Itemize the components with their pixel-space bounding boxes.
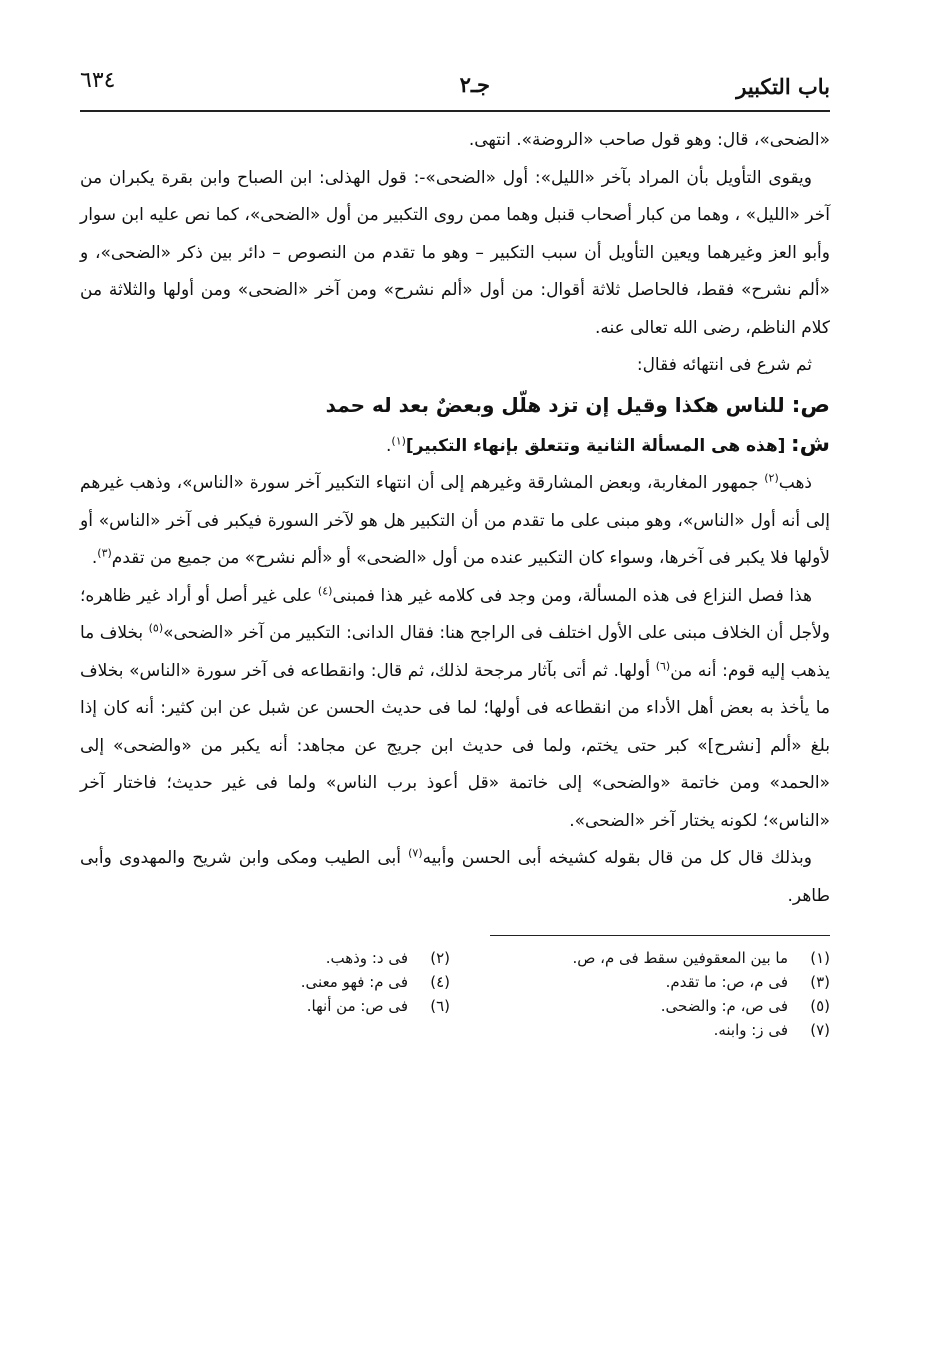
header-rule: [80, 110, 830, 112]
text-run: ذهب: [778, 473, 812, 493]
footnote: [470, 946, 830, 970]
verse-marker: ص:: [791, 392, 830, 418]
paragraph: [80, 840, 830, 915]
footnote-ref: (٥): [148, 621, 164, 635]
footnote-ref: (٦): [655, 658, 671, 672]
page-number: ٦٣٤: [80, 68, 116, 93]
footnote-ref: (٢): [764, 471, 779, 485]
paragraph: «الضحى»، قال: وهو قول صاحب «الروضة». انتهى.: [468, 130, 830, 150]
footnote-number: (٤): [430, 973, 450, 991]
footnote: [90, 994, 450, 1018]
page-header: [80, 62, 830, 110]
commentary-topic: [هذه هى المسألة الثانية وتتعلق بإنهاء التكبير]: [405, 435, 786, 456]
footnote-rule: [490, 935, 830, 936]
footnote-text: فى ص: من أنها.: [306, 997, 408, 1015]
paragraph: ثم شرع فى انتهائه فقال:: [636, 355, 812, 375]
footnote-ref: (٤): [317, 583, 333, 597]
footnote-text: فى ص، م: والضحى.: [660, 997, 788, 1015]
footnote-column-right: [470, 946, 830, 1042]
running-title: باب التكبير: [736, 74, 830, 99]
footnote-text: فى م، ص: ما تقدم.: [665, 973, 788, 991]
footnote-text: ما بين المعقوفين سقط فى م، ص.: [572, 949, 788, 967]
text-run: بخلاف ما يذهب إليه قوم: أنه من: [80, 623, 830, 681]
commentary-marker: ش:: [790, 431, 830, 457]
verse-text: للناس هكذا وقيل إن تزد هلّل وبعضٌ بعد له حمد: [325, 392, 785, 417]
footnote-ref: (١): [391, 433, 406, 447]
footnote-number: (٥): [810, 997, 830, 1015]
footnote-number: (٢): [430, 949, 450, 967]
footnote-text: فى م: فهو معنى.: [300, 973, 408, 991]
text-run: أولها. ثم أتى بآثار مرجحة لذلك، ثم قال: وانقطاعه فى آخر سورة «الناس» بخلاف ما يأخذ به بعض أهل الأداء من انقطاعه فى أولها؛ لما فى حديث الحسن عن شبل عن ابن كثير: أنه كان إذا بلغ «ألم [نشرح]» كبر حتى يختم، ولما فى حديث ابن جريج عن مجاهد: أنه يكبر من «والضحى» إلى «الحمد» ومن خاتمة «والضحى» إلى خاتمة «قل أعوذ برب الناس» ولما فى غير حديث؛ فاختار آخر «الناس»؛ لكونه يختار آخر «الضحى».: [80, 660, 830, 831]
paragraph: ويقوى التأويل بأن المراد بآخر «الليل»: أول «الضحى»-: قول الهذلى: ابن الصباح وابن بقرة يكبران من آخر «الليل» ، وهما من كبار أصحاب قنبل وهما ممن روى التكبير من أول «الضحى»، كما نص عليه ابن سوار وأبو العز وغيرهما ويعين التأويل أن سبب التكبير – وهو ما تقدم من النصوص – دائر بين ذكر «الضحى»، و «ألم نشرح» فقط، فالحاصل ثلاثة أقوال: من أول «ألم نشرح» ومن آخر «الضحى» ومن أولها والثلاثة من كلام الناظم، رضى الله تعالى عنه.: [80, 167, 830, 338]
paragraph: [80, 578, 830, 841]
paragraph: ذهب$^{(٢)}$ جمهور المغاربة، وبعض المشارقة وغيرهم إلى أن انتهاء التكبير آخر سورة «الناس»، وذهب غيرهم إلى أنه أول «الناس»، وهو مبنى على ما تقدم من أن التكبير هل هو لآخر السورة فيكبر فى آخر «الناس» أو لأولها فلا يكبر فى آخرها، وسواء كان التكبير عنده من أول «الضحى» أو «ألم نشرح» من جميع من تقدم$^{(٣)}$.: [80, 471, 830, 568]
footnote-number: (١): [810, 949, 830, 967]
text-run: وبذلك قال كل من قال بقوله كشيخه أبى الحسن وأبيه: [422, 848, 812, 868]
main-text: [80, 122, 830, 915]
footnote-number: (٧): [810, 1021, 830, 1039]
volume-label: جـ٢: [459, 72, 490, 97]
footnote-text: فى د: وذهب.: [325, 949, 408, 967]
footnote-ref: (٧): [408, 846, 423, 860]
footnote: [470, 1018, 830, 1042]
footnote: [90, 946, 450, 970]
footnote: [470, 994, 830, 1018]
footnote: [470, 970, 830, 994]
text-run: على غير أصل أو أراد غير ظاهره؛ ولأجل أن الخلاف مبنى على الأول اختلف فى الراجح هنا: فقال الدانى: التكبير من آخر «الضحى»: [80, 585, 830, 643]
text-run: جمهور المغاربة، وبعض المشارقة وغيرهم إلى أن انتهاء التكبير آخر سورة «الناس»، وذهب غيرهم إلى أنه أول «الناس»، وهو مبنى على ما تقدم من أن التكبير هل هو لآخر السورة فيكبر فى آخر «الناس» أو لأولها فلا يكبر فى آخرها، وسواء كان التكبير عنده من أول «الضحى» أو «ألم نشرح» من جميع من تقدم: [80, 473, 830, 568]
footnotes: [80, 946, 830, 1076]
footnote-text: فى ز: وابنه.: [713, 1021, 788, 1039]
footnote: [90, 970, 450, 994]
footnote-number: (٦): [430, 997, 450, 1015]
footnote-number: (٣): [810, 973, 830, 991]
text-run: أبى الطيب ومكى وابن شريح والمهدوى وأبى طاهر.: [80, 848, 830, 906]
footnote-ref: (٣): [97, 546, 112, 560]
book-page: [80, 62, 830, 1352]
text-run: هذا فصل النزاع فى هذه المسألة، ومن وجد فى كلامه غير هذا فمبنى: [332, 585, 812, 606]
verse-line: [80, 385, 830, 426]
footnote-column-left: [90, 946, 450, 1018]
commentary-heading: ش: [هذه هى المسألة الثانية وتتعلق بإنهاء التكبير]$^{(١)}$.: [386, 431, 830, 457]
